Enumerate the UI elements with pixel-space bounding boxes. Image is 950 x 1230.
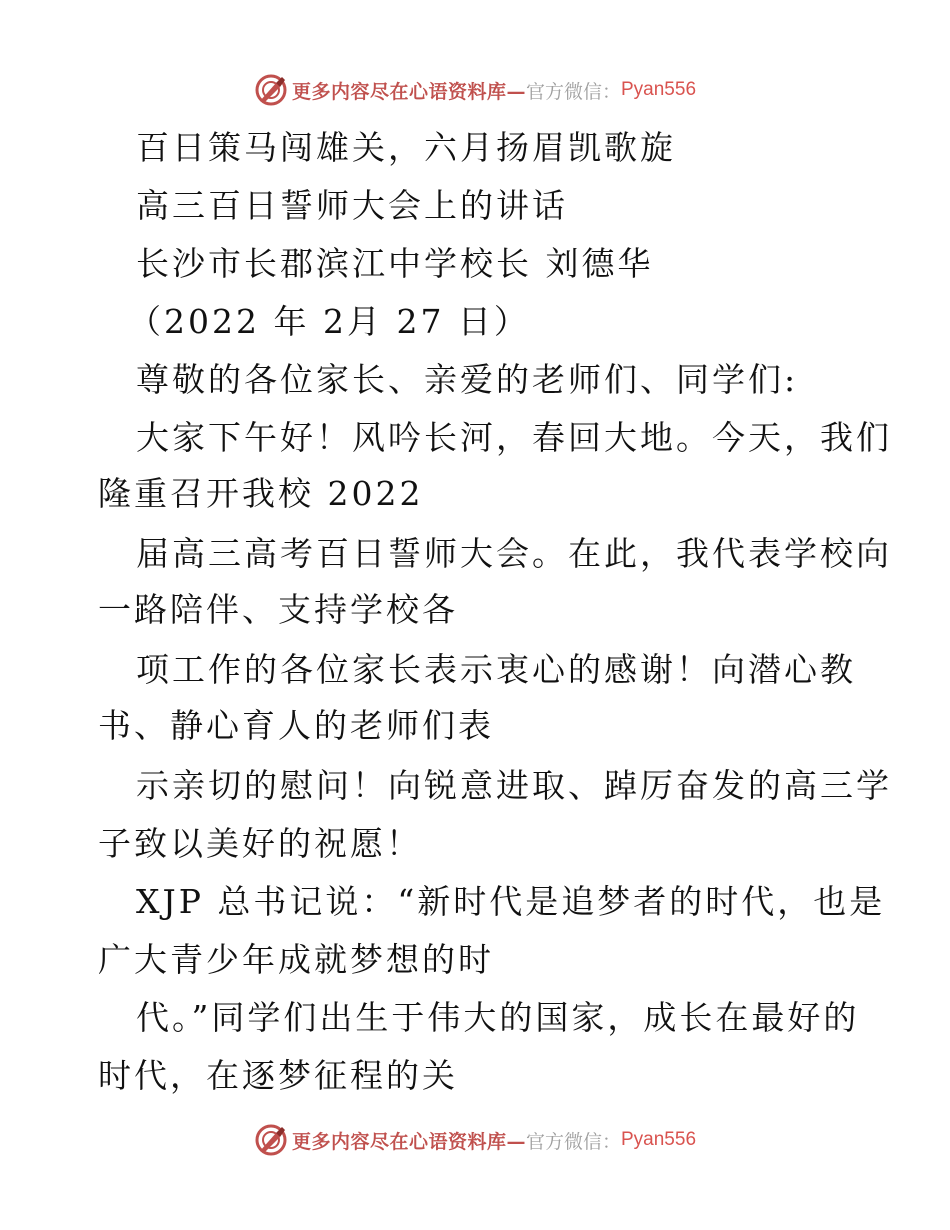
paragraph-line: 示亲切的慰问！向锐意进取、踔厉奋发的高三学 xyxy=(136,766,892,805)
paragraph-line: 届高三高考百日誓师大会。在此，我代表学校向 xyxy=(136,534,892,573)
banner-main-text: 更多内容尽在心语资料库— xyxy=(291,80,526,103)
document-date: （2022 年 2月 27 日） xyxy=(128,302,530,341)
footer-banner xyxy=(0,1120,950,1160)
pen-logo-icon xyxy=(254,1123,288,1157)
paragraph-line: 书、静心育人的老师们表 xyxy=(98,706,494,745)
paragraph-line: 隆重召开我校 2022 xyxy=(98,474,424,513)
document-subtitle: 高三百日誓师大会上的讲话 xyxy=(136,186,568,225)
banner-wechat-id: Pyan556 xyxy=(621,79,697,100)
document-title: 百日策马闯雄关，六月扬眉凯歌旋 xyxy=(136,128,676,167)
document-salutation: 尊敬的各位家长、亲爱的老师们、同学们: xyxy=(136,360,799,399)
header-banner xyxy=(0,70,950,110)
paragraph-line: 大家下午好！风吟长河，春回大地。今天，我们 xyxy=(136,418,892,457)
paragraph-line: 项工作的各位家长表示衷心的感谢！向潜心教 xyxy=(136,650,856,689)
paragraph-line: XJP 总书记说：“新时代是追梦者的时代，也是 xyxy=(136,882,886,921)
paragraph-line: 时代，在逐梦征程的关 xyxy=(98,1056,458,1095)
document-author: 长沙市长郡滨江中学校长 刘德华 xyxy=(136,244,654,283)
paragraph-line: 子致以美好的祝愿！ xyxy=(98,824,422,863)
paragraph-line: 一路陪伴、支持学校各 xyxy=(98,590,458,629)
banner-wechat-label: 官方微信： xyxy=(525,80,621,103)
banner-main-text: 更多内容尽在心语资料库— xyxy=(291,1130,526,1153)
paragraph-line: 代。”同学们出生于伟大的国家，成长在最好的 xyxy=(136,998,860,1037)
pen-logo-icon xyxy=(254,73,288,107)
banner-wechat-label: 官方微信： xyxy=(525,1130,621,1153)
paragraph-line: 广大青少年成就梦想的时 xyxy=(98,940,494,979)
banner-wechat-id: Pyan556 xyxy=(621,1129,697,1150)
